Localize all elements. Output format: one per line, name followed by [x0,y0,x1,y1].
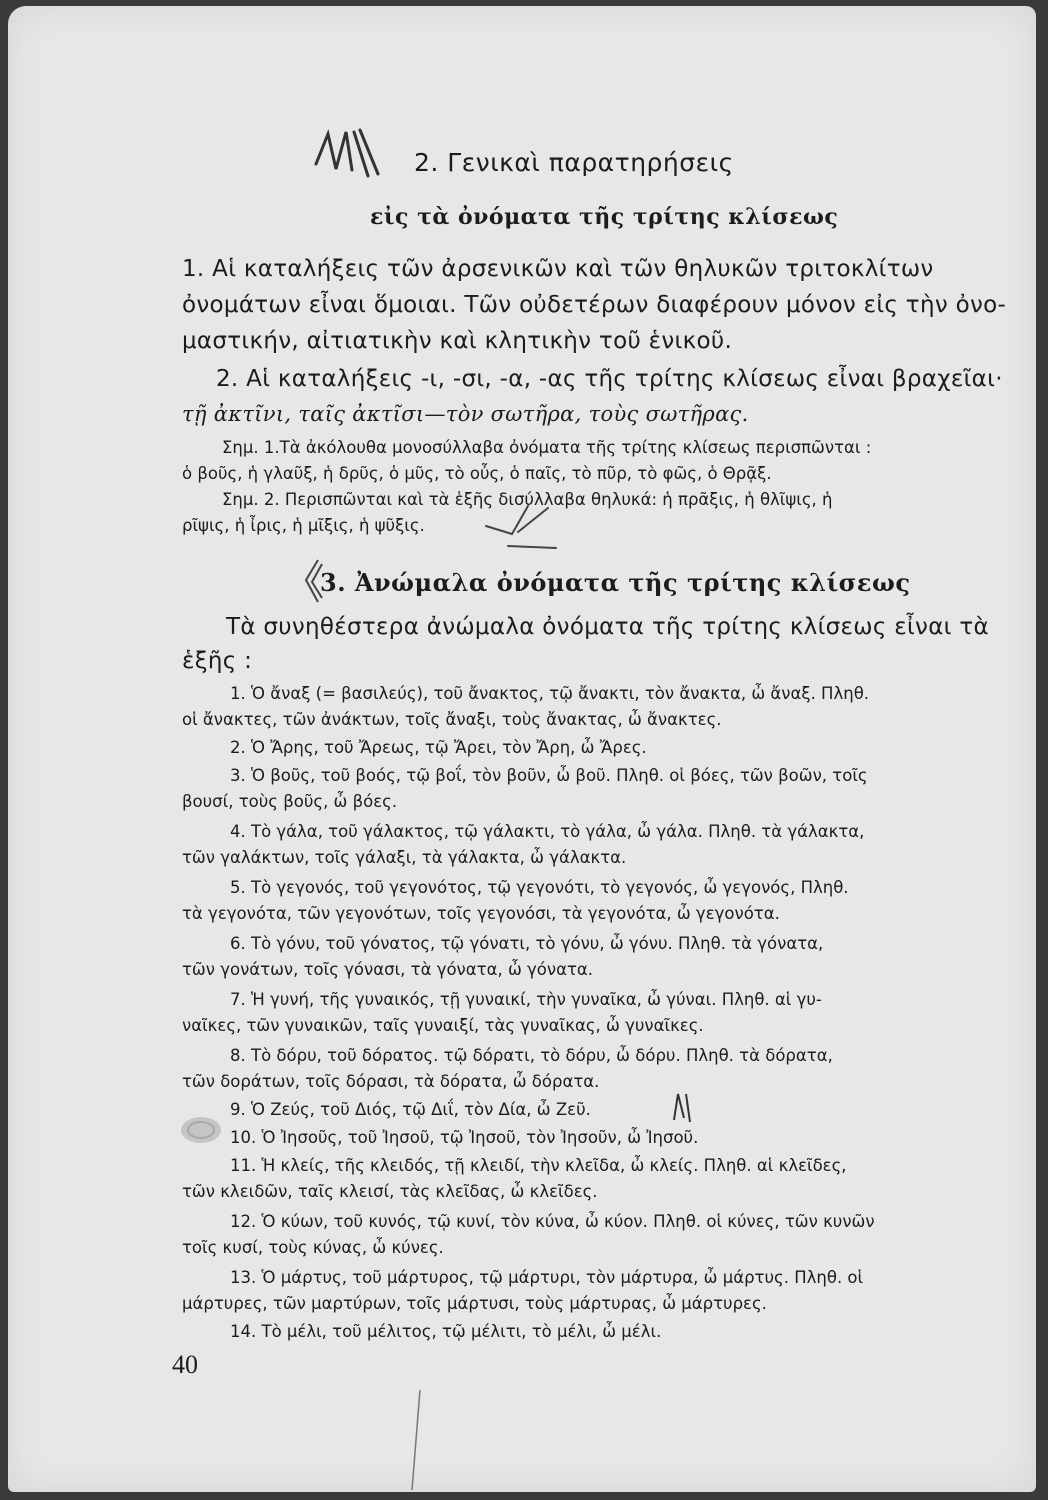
section2-para2-line1: 2. Αἱ καταλήξεις -ι, -σι, -α, -ας τῆς τρίτης κλίσεως εἶναι βραχεῖαι· [216,366,1003,392]
entry-3-line1: 3. Ὁ βοῦς, τοῦ βοός, τῷ βοΐ, τὸν βοῦν, ὦ βοῦ. Πληθ. οἱ βόες, τῶν βοῶν, τοῖς [230,766,868,785]
entry-13-line1: 13. Ὁ μάρτυς, τοῦ μάρτυρος, τῷ μάρτυρι, τὸν μάρτυρα, ὦ μάρτυς. Πληθ. οἱ [230,1268,864,1287]
section2-para1-line2: ὀνομάτων εἶναι ὅμοιαι. Τῶν οὐδετέρων διαφέρουν μόνον εἰς τὴν ὀνο- [182,292,1007,318]
section2-para1-line3: μαστικήν, αἰτιατικὴν καὶ κλητικὴν τοῦ ἑνικοῦ. [182,328,733,354]
handwritten-mark-small-icon [668,1088,698,1128]
thumbprint-smudge-icon [176,1110,226,1150]
section2-para1-line1: 1. Αἱ καταλήξεις τῶν ἀρσενικῶν καὶ τῶν θηλυκῶν τριτοκλίτων [182,256,934,282]
note1-line2: ὁ βοῦς, ἡ γλαῦξ, ἡ δρῦς, ὁ μῦς, τὸ οὖς, ὁ παῖς, τὸ πῦρ, τὸ φῶς, ὁ Θρᾷξ. [182,464,772,483]
page-number: 40 [172,1350,198,1379]
section3-intro-line2: ἑξῆς : [182,648,253,674]
entry-12-line2: τοῖς κυσί, τοὺς κύνας, ὦ κύνες. [182,1238,444,1257]
entry-8-line1: 8. Τὸ δόρυ, τοῦ δόρατος. τῷ δόρατι, τὸ δόρυ, ὦ δόρυ. Πληθ. τὰ δόρατα, [230,1046,833,1065]
entry-7-line2: ναῖκες, τῶν γυναικῶν, ταῖς γυναιξί, τὰς γυναῖκας, ὦ γυναῖκες. [182,1016,704,1035]
entry-11-line2: τῶν κλειδῶν, ταῖς κλεισί, τὰς κλεῖδας, ὦ κλεῖδες. [182,1182,598,1201]
entry-6-line1: 6. Τὸ γόνυ, τοῦ γόνατος, τῷ γόνατι, τὸ γόνυ, ὦ γόνυ. Πληθ. τὰ γόνατα, [230,934,824,953]
note2-line2: ρῖψις, ἡ ἶρις, ἡ μῖξις, ἡ ψῦξις. [182,516,425,535]
entry-1-line2: οἱ ἄνακτες, τῶν ἀνάκτων, τοῖς ἄναξι, τοὺς ἄνακτας, ὦ ἄνακτες. [182,710,722,729]
entry-11-line1: 11. Ἡ κλείς, τῆς κλειδός, τῇ κλειδί, τὴν κλεῖδα, ὦ κλείς. Πληθ. αἱ κλεῖδες, [230,1156,847,1175]
book-page [8,6,1036,1492]
entry-6-line2: τῶν γονάτων, τοῖς γόνασι, τὰ γόνατα, ὦ γόνατα. [182,960,594,979]
entry-3-line2: βουσί, τοὺς βοῦς, ὦ βόες. [182,792,398,811]
entry-10: 10. Ὁ Ἰησοῦς, τοῦ Ἰησοῦ, τῷ Ἰησοῦ, τὸν Ἰησοῦν, ὦ Ἰησοῦ. [230,1128,699,1147]
section2-para2-line2: τῇ ἀκτῖνι, ταῖς ἀκτῖσι—τὸν σωτῆρα, τοὺς σωτῆρας. [182,402,749,426]
entry-2: 2. Ὁ Ἄρης, τοῦ Ἄρεως, τῷ Ἄρει, τὸν Ἄρη, ὦ Ἄρες. [230,738,647,757]
section3-title: 3. Ἀνώμαλα ὀνόματα τῆς τρίτης κλίσεως [320,568,911,597]
entry-13-line2: μάρτυρες, τῶν μαρτύρων, τοῖς μάρτυσι, τοὺς μάρτυρας, ὦ μάρτυρες. [182,1294,767,1313]
note2-line1: Σημ. 2. Περισπῶνται καὶ τὰ ἑξῆς δισύλλαβα θηλυκά: ἡ πρᾶξις, ἡ θλῖψις, ἡ [222,490,833,509]
handwritten-mark-icon [308,124,388,194]
entry-12-line1: 12. Ὁ κύων, τοῦ κυνός, τῷ κυνί, τὸν κύνα, ὦ κύον. Πληθ. οἱ κύνες, τῶν κυνῶν [230,1212,875,1231]
section3-intro-line1: Τὰ συνηθέστερα ἀνώμαλα ὀνόματα τῆς τρίτης κλίσεως εἶναι τὰ [226,614,989,640]
pencil-stroke-icon [406,1386,426,1496]
entry-9: 9. Ὁ Ζεύς, τοῦ Διός, τῷ Διΐ, τὸν Δία, ὦ Ζεῦ. [230,1100,591,1119]
entry-14: 14. Τὸ μέλι, τοῦ μέλιτος, τῷ μέλιτι, τὸ μέλι, ὦ μέλι. [230,1322,662,1341]
entry-7-line1: 7. Ἡ γυνή, τῆς γυναικός, τῇ γυναικί, τὴν γυναῖκα, ὦ γύναι. Πληθ. αἱ γυ- [230,990,822,1009]
entry-1-line1: 1. Ὁ ἄναξ (= βασιλεύς), τοῦ ἄνακτος, τῷ ἄνακτι, τὸν ἄνακτα, ὦ ἄναξ. Πληθ. [230,684,870,703]
entry-4-line1: 4. Τὸ γάλα, τοῦ γάλακτος, τῷ γάλακτι, τὸ γάλα, ὦ γάλα. Πληθ. τὰ γάλακτα, [230,822,865,841]
entry-4-line2: τῶν γαλάκτων, τοῖς γάλαξι, τὰ γάλακτα, ὦ γάλακτα. [182,848,627,867]
note1-line1: Σημ. 1.Τὰ ἀκόλουθα μονοσύλλαβα ὀνόματα τῆς τρίτης κλίσεως περισπῶνται : [222,438,872,457]
entry-5-line2: τὰ γεγονότα, τῶν γεγονότων, τοῖς γεγονόσι, τὰ γεγονότα, ὦ γεγονότα. [182,904,780,923]
entry-8-line2: τῶν δοράτων, τοῖς δόρασι, τὰ δόρατα, ὦ δόρατα. [182,1072,600,1091]
section2-title: 2. Γενικαὶ παρατηρήσεις [414,148,734,177]
section2-subtitle: εἰς τὰ ὀνόματα τῆς τρίτης κλίσεως [370,204,839,230]
entry-5-line1: 5. Τὸ γεγονός, τοῦ γεγονότος, τῷ γεγονότι, τὸ γεγονός, ὦ γεγονός, Πληθ. [230,878,849,897]
